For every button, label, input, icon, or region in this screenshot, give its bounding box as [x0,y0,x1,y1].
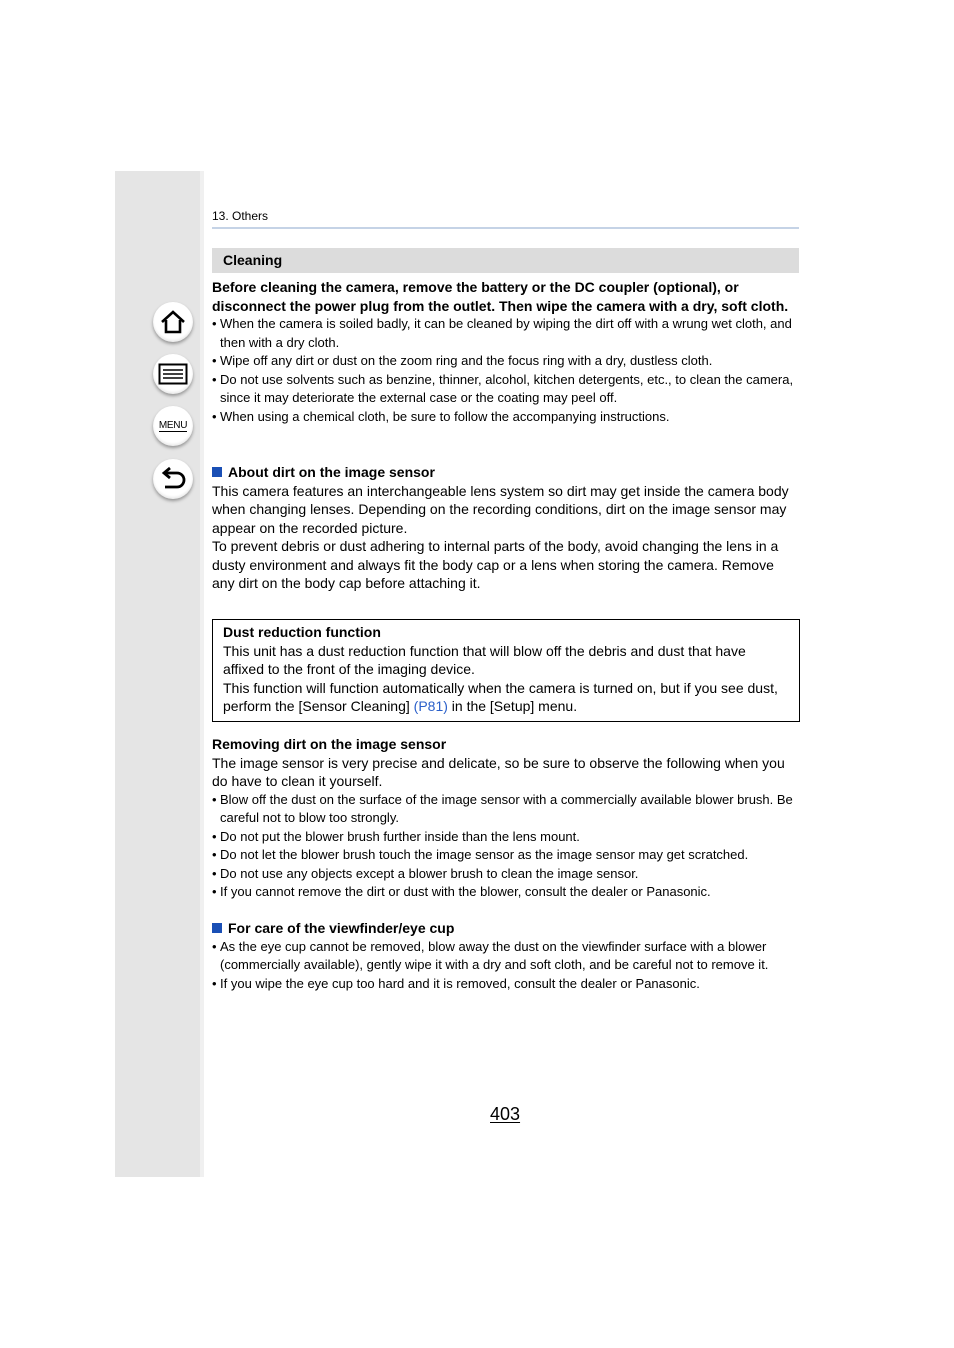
sensor-heading: About dirt on the image sensor [212,463,800,482]
square-bullet-icon [212,467,222,477]
menu-label: MENU [158,420,188,431]
dust-reduction-box [212,619,800,722]
home-button[interactable] [153,302,193,342]
list-item: • Wipe off any dirt or dust on the zoom ring and the focus ring with a dry, dustless cloth. [212,352,800,371]
viewfinder-bullets [212,938,800,994]
dust-box-title: Dust reduction function [223,624,381,640]
list-item: • If you wipe the eye cup too hard and it is removed, consult the dealer or Panasonic. [212,975,800,994]
list-item: • If you cannot remove the dirt or dust with the blower, consult the dealer or Panasonic. [212,883,800,902]
menu-button[interactable] [153,406,193,446]
viewfinder-section [212,919,800,993]
list-item: • When using a chemical cloth, be sure to follow the accompanying instructions. [212,408,800,427]
chapter-label: 13. Others [212,209,269,223]
list-item: • Do not use any objects except a blower brush to clean the image sensor. [212,865,800,884]
list-item: • As the eye cup cannot be removed, blow away the dust on the viewfinder surface with a blower (commercially available), gently wipe it with a dry and soft cloth, and be careful not to remove it. [212,938,800,975]
back-button[interactable] [153,459,193,499]
contents-button[interactable] [153,354,193,394]
dust-box-paragraph-1: This unit has a dust reduction function that will blow off the debris and dust that have affixed to the front of the imaging device. [223,642,746,677]
list-item: • When the camera is soiled badly, it can be cleaned by wiping the dirt off with a wrung wet cloth, and then with a dry cloth. [212,315,800,352]
page-link-p81[interactable]: (P81) [413,698,448,714]
removing-heading: Removing dirt on the image sensor [212,736,447,752]
sensor-paragraph-1: This camera features an interchangeable lens system so dirt may get inside the camera body when changing lenses. Depending on the recording conditions, dirt on the image sensor may appear on the recorded picture. [212,482,789,536]
removing-paragraph: The image sensor is very precise and delicate, so be sure to observe the following when you do have to clean it yourself. [212,754,785,789]
list-item: • Do not put the blower brush further inside than the lens mount. [212,828,800,847]
cleaning-warning: Before cleaning the camera, remove the battery or the DC coupler (optional), or disconnect the power plug from the outlet. Then wipe the camera with a dry, soft cloth. [212,279,789,314]
list-item: • Do not let the blower brush touch the image sensor as the image sensor may get scratched. [212,846,800,865]
back-arrow-icon [159,466,187,492]
cleaning-section [212,278,800,426]
removing-bullets [212,791,800,902]
chapter-rule [212,227,799,229]
page-number: 403 [490,1104,521,1124]
list-item: • Do not use solvents such as benzine, thinner, alcohol, kitchen detergents, etc., to clean the camera, since it may deteriorate the external case or the coating may peel off. [212,371,800,408]
cleaning-bullets [212,315,800,426]
home-icon [159,308,187,336]
sensor-section [212,463,800,593]
square-bullet-icon [212,923,222,933]
dust-box-paragraph-2: This function will function automatically when the camera is turned on, but if you see dust, perform the [Sensor Cleaning] (P81) in the [Setup] menu. [223,679,778,714]
list-item: • Blow off the dust on the surface of the image sensor with a commercially available blower brush. Be careful not to blow too strongly. [212,791,800,828]
viewfinder-heading: For care of the viewfinder/eye cup [212,919,800,938]
sensor-paragraph-2: To prevent debris or dust adhering to internal parts of the body, avoid changing the lens in a dusty environment and always fit the body cap or a lens when storing the camera. Remove any dirt on the body cap before attaching it. [212,538,779,591]
sidebar-edge [200,171,204,1177]
list-icon [158,363,188,385]
removing-section [212,735,800,902]
section-title: Cleaning [212,248,799,273]
